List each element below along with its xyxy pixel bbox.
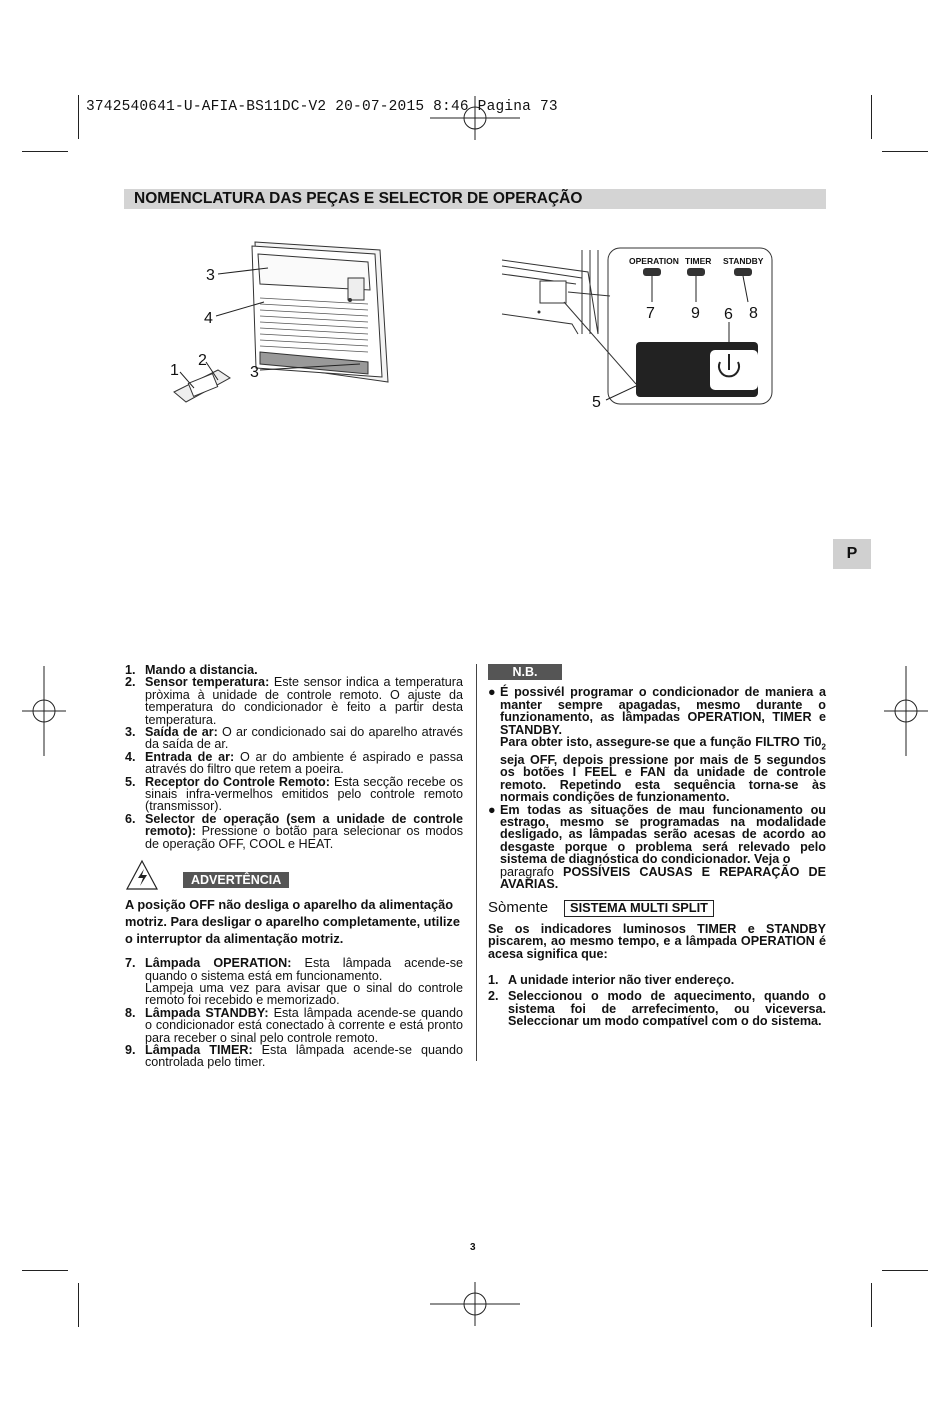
item-desc: O ar condicionado sai do aparelho através da saída de ar.: [145, 725, 463, 752]
item-term: Selector de operação (sem a unidade de controle remoto):: [145, 811, 463, 839]
nb-bullet: [488, 804, 826, 891]
item-term: Entrada de ar:: [145, 749, 235, 764]
item-number: 6.: [125, 811, 136, 826]
standby-lamp: [734, 268, 752, 276]
list-item: [488, 990, 826, 1027]
multi-split-box: SISTEMA MULTI SPLIT: [564, 900, 714, 916]
print-slug: 3742540641-U-AFIA-BS11DC-V2 20-07-2015 8:46 Pagina 73: [86, 99, 558, 115]
callout-6: 6: [724, 306, 733, 323]
nb-bullet-text: paragrafo: [500, 864, 554, 879]
item-desc: Seleccionou o modo de aquecimento, quando o sistema foi de arrefecimento, ou viceversa. Seleccionar um modo compatível com o do sistema.: [508, 989, 826, 1029]
page-number: 3: [470, 1242, 476, 1253]
list-item: [125, 957, 463, 1007]
nb-bullet-text: Para obter isto, assegure-se que a função FILTRO Ti0: [500, 735, 822, 750]
item-number: 2.: [488, 989, 499, 1004]
section-title: NOMENCLATURA DAS PEÇAS E SELECTOR DE OPERAÇÃO: [134, 190, 583, 207]
item-term: Receptor do Controle Remoto:: [145, 774, 330, 789]
list-item: [125, 726, 463, 751]
nb-bullet-text: POSSÍVEIS CAUSAS E REPARAÇÃO DE AVARIAS.: [500, 864, 827, 892]
list-item: [488, 974, 826, 986]
multi-split-prefix: Sòmente: [488, 899, 549, 917]
warning-text: A posição OFF não desliga o aparelho da alimentação motriz. Para desligar o aparelho completamente, utilize o interruptor da alimentação motriz.: [125, 897, 460, 947]
bullet-icon: ●: [488, 685, 496, 700]
list-item: [125, 751, 463, 776]
item-desc: Esta secção recebe os sinais infra-vermelhos emitidos pelo controle remoto (transmissor).: [145, 774, 464, 814]
list-item: [125, 776, 463, 813]
callout-3-bottom: 3: [250, 364, 259, 381]
callout-5: 5: [592, 394, 601, 411]
language-tab: P: [833, 539, 871, 569]
timer-lamp: [687, 268, 705, 276]
item-number: 7.: [125, 956, 136, 971]
item-term: Saída de ar:: [145, 725, 218, 740]
item-desc: A unidade interior não tiver endereço.: [508, 973, 735, 988]
nb-bullet-text: É possivél programar o condicionador de maniera a manter sempre apagadas, mesmo durante o funzionamento, as lâmpadas OPERATION, TIMER e STANDBY.: [500, 685, 826, 737]
bullet-icon: ●: [488, 802, 496, 817]
control-panel-diagram: [498, 244, 788, 414]
item-term: Mando a distancia.: [145, 663, 258, 677]
indoor-unit-diagram: [160, 232, 400, 412]
lamp-list: [125, 957, 463, 1069]
list-item: [125, 1007, 463, 1044]
item-number: 3.: [125, 725, 136, 740]
callout-8: 8: [749, 305, 758, 322]
operation-lamp: [643, 268, 661, 276]
item-term: Lâmpada OPERATION:: [145, 956, 292, 971]
multi-split-header: [488, 900, 826, 916]
callout-7: 7: [646, 305, 655, 322]
item-term: Lâmpada TIMER:: [145, 1042, 253, 1057]
item-term: Sensor temperatura:: [145, 675, 270, 690]
item-number: 8.: [125, 1005, 136, 1020]
lamp-label-operation: OPERATION: [629, 256, 679, 266]
nb-bullet-text: seja OFF, depois pressione por mais de 5 segundos os botões I FEEL e FAN da unidade de controle remoto. Repetindo esta sequência torna-se às normais condições de funzionamento.: [500, 752, 826, 805]
warning-lightning-icon: [125, 859, 159, 891]
left-column: [125, 664, 463, 1069]
callout-2: 2: [198, 352, 207, 369]
item-term: Lâmpada STANDBY:: [145, 1005, 269, 1020]
item-number: 1.: [488, 973, 499, 988]
multi-split-list: [488, 974, 826, 1028]
nb-bullet: [488, 686, 826, 803]
lamp-label-standby: STANDBY: [723, 256, 764, 266]
item-desc: O ar do ambiente é aspirado e passa através do filtro que retem a poeira.: [145, 749, 463, 777]
item-desc: Este sensor indica a temperatura pròxima à unidade de controle remoto. O ajuste da temperatura do condicionador è feito a partir desta temperatura.: [145, 675, 463, 727]
item-desc: Pressione o botão para selecionar os modos de operação OFF, COOL e HEAT.: [145, 824, 463, 851]
callout-3-top: 3: [206, 267, 215, 284]
item-number: 5.: [125, 774, 136, 789]
warning-label: ADVERTÊNCIA: [183, 872, 289, 888]
multi-split-intro: Se os indicadores luminosos TIMER e STANDBY piscarem, ao mesmo tempo, e a lâmpada OPERATION é acesa significa que:: [488, 921, 826, 961]
item-desc: Esta lâmpada acende-se quando controlada pelo timer.: [145, 1042, 463, 1070]
callout-4: 4: [204, 310, 213, 327]
power-button[interactable]: [710, 350, 758, 390]
item-number: 2.: [125, 675, 136, 690]
nb-bullet-text: Em todas as situações de mau funcionamento ou estrago, mesmo se programadas na modalidade desligado, as lâmpadas serão acesas de acordo ao desgaste porque o problema será relevado pelo sistema de diagnóstica do condicionador. Veja o: [500, 802, 826, 867]
item-extra: Lampeja uma vez para avisar que o sinal do controle remoto foi recebido e memorizado.: [145, 980, 463, 1008]
right-column: [488, 664, 826, 1028]
nb-label: N.B.: [488, 664, 562, 680]
column-divider: [476, 664, 477, 1061]
callout-1: 1: [170, 362, 179, 379]
item-number: 4.: [125, 749, 136, 764]
warning-header: [125, 858, 463, 892]
item-number: 9.: [125, 1042, 136, 1057]
list-item: [125, 813, 463, 850]
item-desc: Esta lâmpada acende-se quando o condicionador está conectado à corrente e está pronto para receber o sinal pelo controle remoto.: [145, 1005, 464, 1045]
callout-9: 9: [691, 305, 700, 322]
item-number: 1.: [125, 663, 136, 677]
list-item: [125, 676, 463, 726]
item-desc: Esta lâmpada acende-se quando o sistema está em funcionamento.: [145, 956, 463, 983]
lamp-label-timer: TIMER: [685, 256, 712, 266]
subscript: 2: [821, 742, 826, 752]
list-item: [125, 1044, 463, 1069]
